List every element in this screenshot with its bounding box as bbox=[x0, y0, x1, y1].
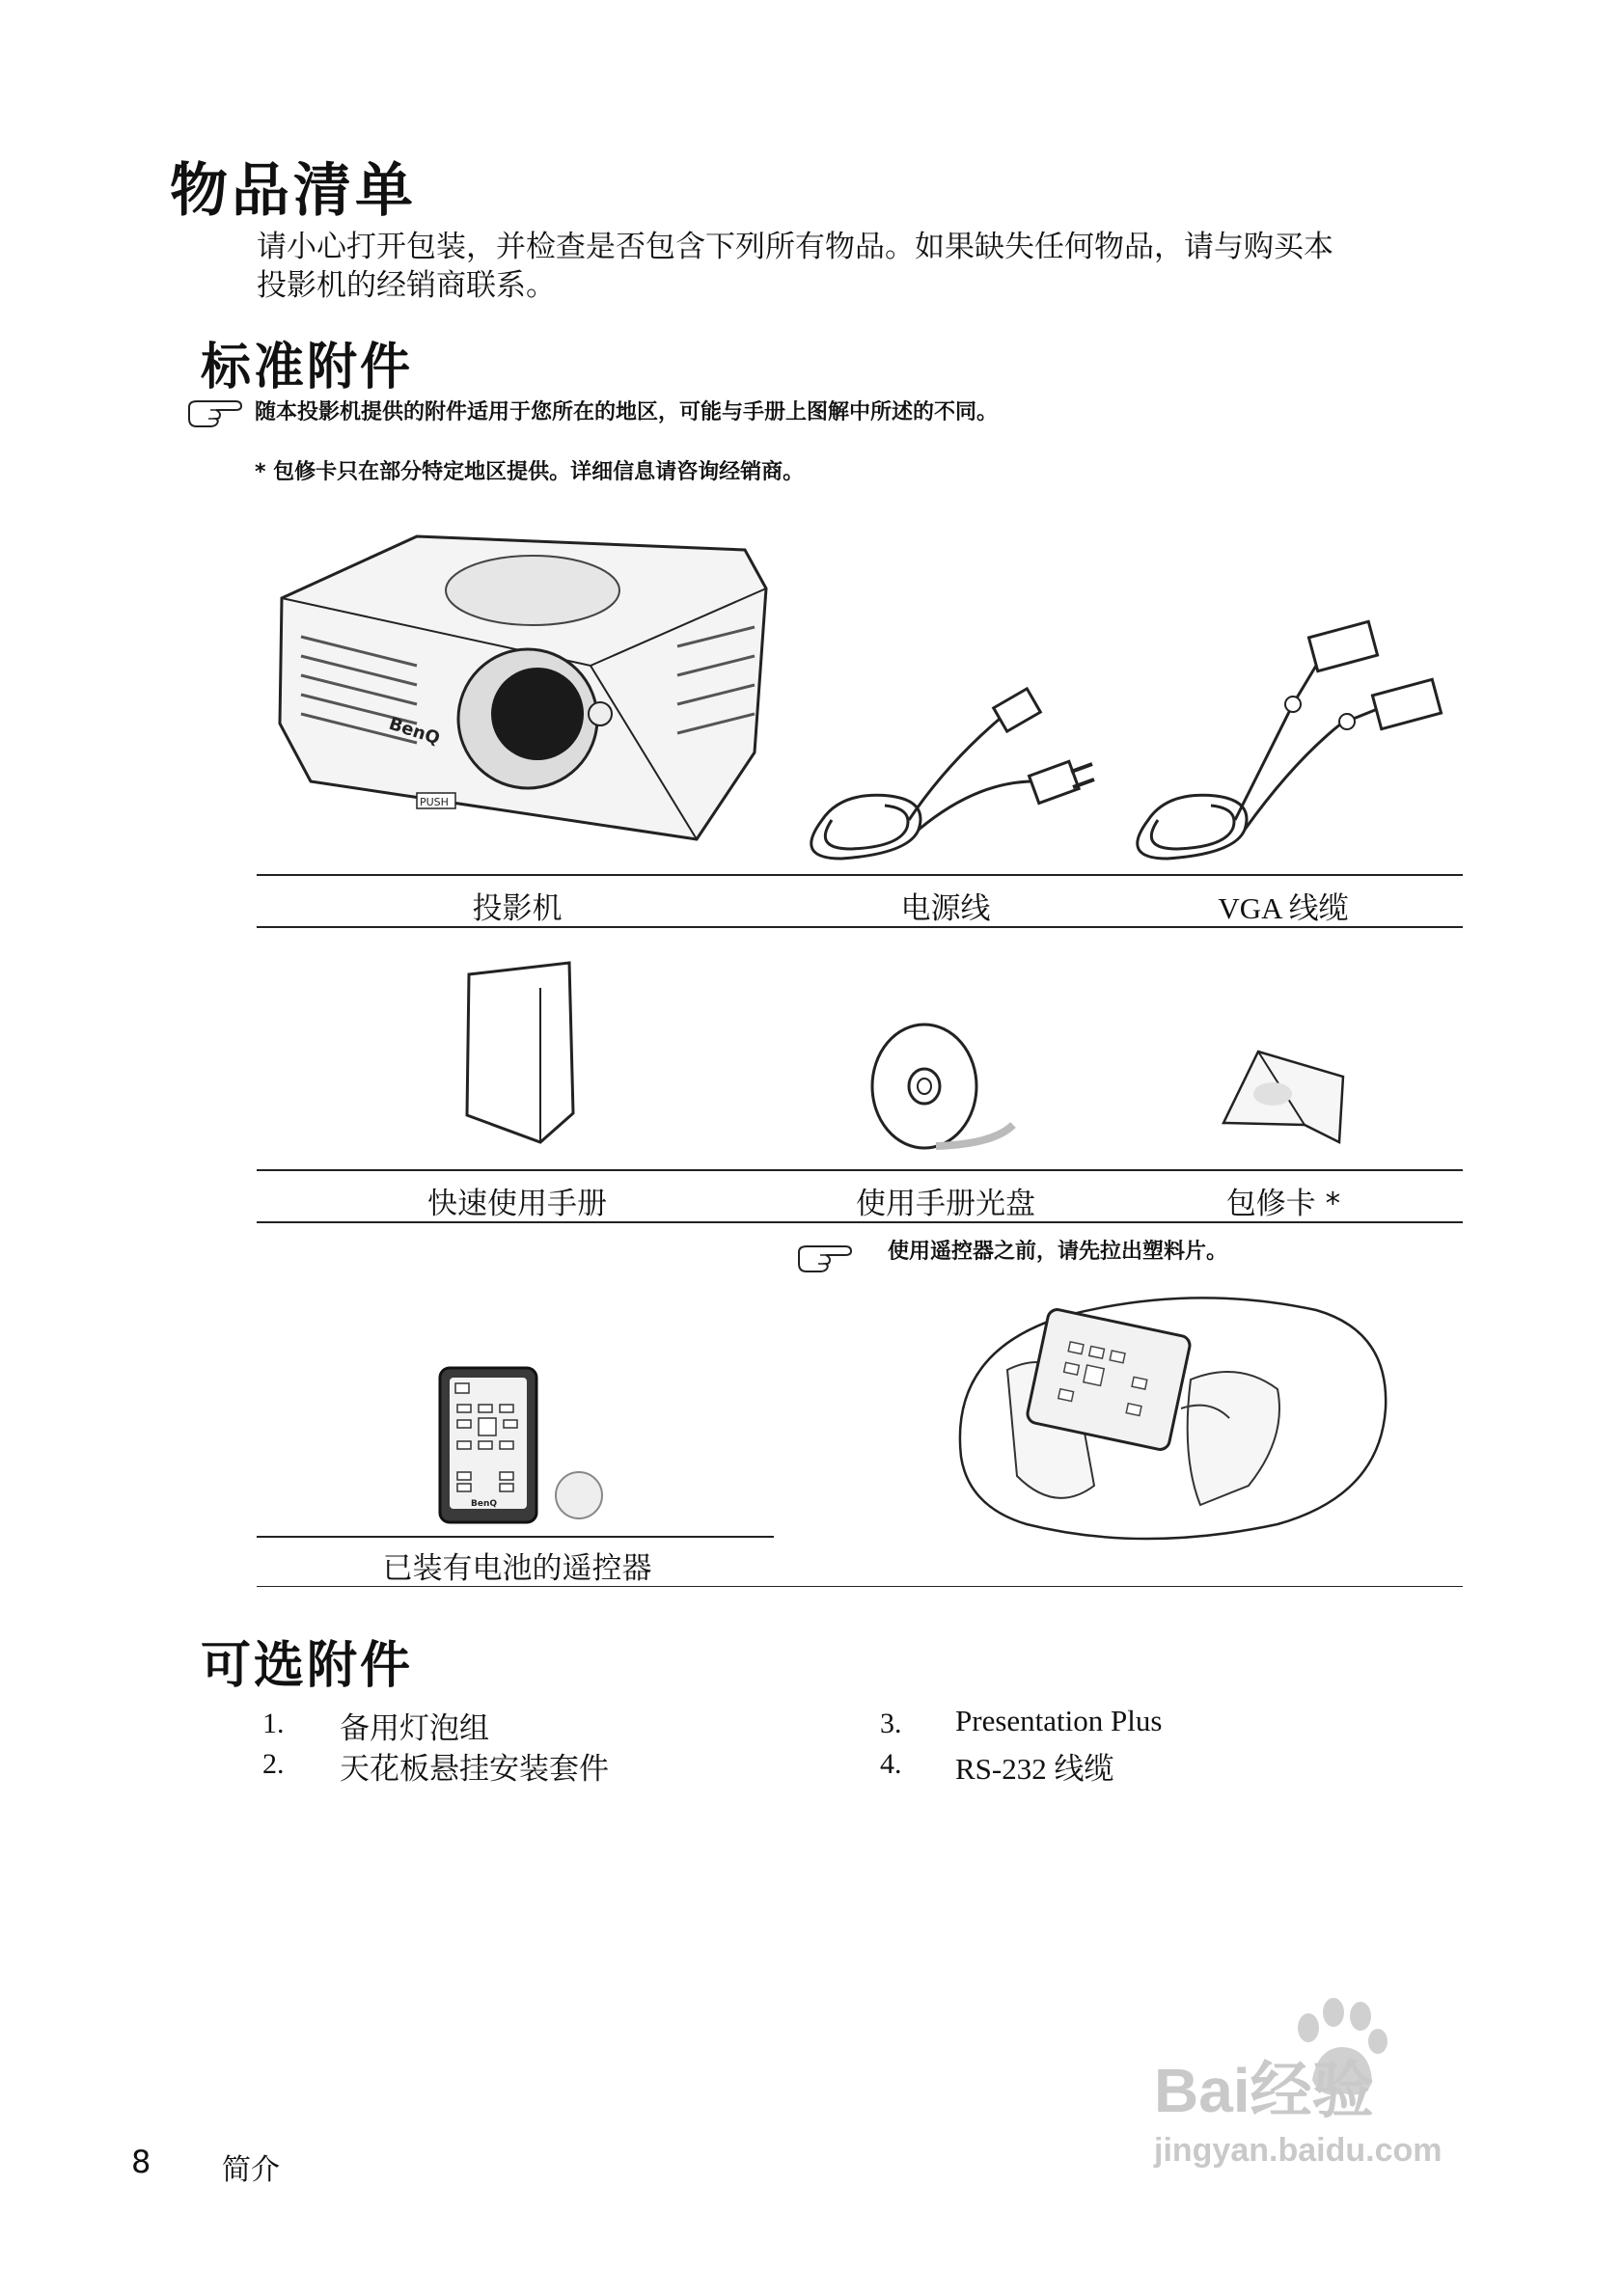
watermark-logo: Bai经验 bbox=[1154, 2056, 1374, 2125]
projector-caption: 投影机 bbox=[472, 891, 563, 926]
optional-accessories-heading: 可选附件 bbox=[201, 1637, 414, 1695]
remote-note: 使用遥控器之前，请先拉出塑料片。 bbox=[888, 1240, 1228, 1264]
pointing-hand-icon bbox=[187, 397, 243, 430]
page-title: 物品清单 bbox=[170, 157, 417, 225]
list-item: Presentation Plus bbox=[955, 1704, 1163, 1737]
pointing-hand-icon bbox=[797, 1243, 853, 1275]
watermark-url: jingyan.baidu.com bbox=[1154, 2132, 1442, 2169]
regional-note: 随本投影机提供的附件适用于您所在的地区，可能与手册上图解中所述的不同。 bbox=[255, 400, 999, 424]
warranty-card-illustration bbox=[1220, 1048, 1345, 1144]
remote-caption: 已装有电池的遥控器 bbox=[382, 1551, 652, 1586]
vga-cable-illustration bbox=[1119, 617, 1447, 868]
manual-cd-caption: 使用手册光盘 bbox=[856, 1187, 1035, 1221]
vga-cable-caption: VGA 线缆 bbox=[1218, 891, 1349, 925]
table-rule bbox=[257, 926, 1463, 928]
svg-text:PUSH: PUSH bbox=[420, 796, 449, 808]
quick-guide-caption: 快速使用手册 bbox=[427, 1187, 607, 1221]
list-item: 天花板悬挂安装套件 bbox=[340, 1752, 609, 1787]
page-number: 8 bbox=[131, 2144, 151, 2180]
remote-control-illustration bbox=[436, 1364, 610, 1528]
warranty-card-caption: 包修卡 * bbox=[1225, 1187, 1341, 1221]
list-item: 备用灯泡组 bbox=[340, 1711, 489, 1746]
manual-cd-illustration bbox=[868, 1019, 1023, 1154]
list-item-number: 2. bbox=[262, 1748, 285, 1780]
table-rule bbox=[257, 874, 1463, 876]
list-item: RS-232 线缆 bbox=[955, 1752, 1114, 1786]
table-rule bbox=[257, 1169, 1463, 1171]
table-rule bbox=[257, 1221, 1463, 1223]
remote-tab-removal-illustration bbox=[949, 1293, 1389, 1545]
warranty-note: * 包修卡只在部分特定地区提供。详细信息请咨询经销商。 bbox=[255, 460, 805, 484]
power-cord-caption: 电源线 bbox=[900, 891, 991, 926]
table-rule bbox=[257, 1586, 1463, 1587]
list-item-number: 3. bbox=[880, 1708, 902, 1739]
svg-text:BenQ: BenQ bbox=[386, 713, 443, 750]
chapter-label: 简介 bbox=[222, 2153, 280, 2187]
list-item-number: 1. bbox=[262, 1708, 285, 1739]
table-rule bbox=[257, 1536, 774, 1538]
standard-accessories-heading: 标准附件 bbox=[201, 339, 414, 396]
intro-text-line2: 投影机的经销商联系。 bbox=[257, 268, 556, 303]
svg-text:BenQ: BenQ bbox=[471, 1499, 498, 1509]
intro-text-line1: 请小心打开包装，并检查是否包含下列所有物品。如果缺失任何物品，请与购买本 bbox=[257, 230, 1333, 264]
list-item-number: 4. bbox=[880, 1748, 902, 1780]
power-cord-illustration bbox=[783, 675, 1102, 868]
quick-guide-illustration bbox=[463, 961, 579, 1144]
projector-illustration bbox=[272, 531, 774, 849]
